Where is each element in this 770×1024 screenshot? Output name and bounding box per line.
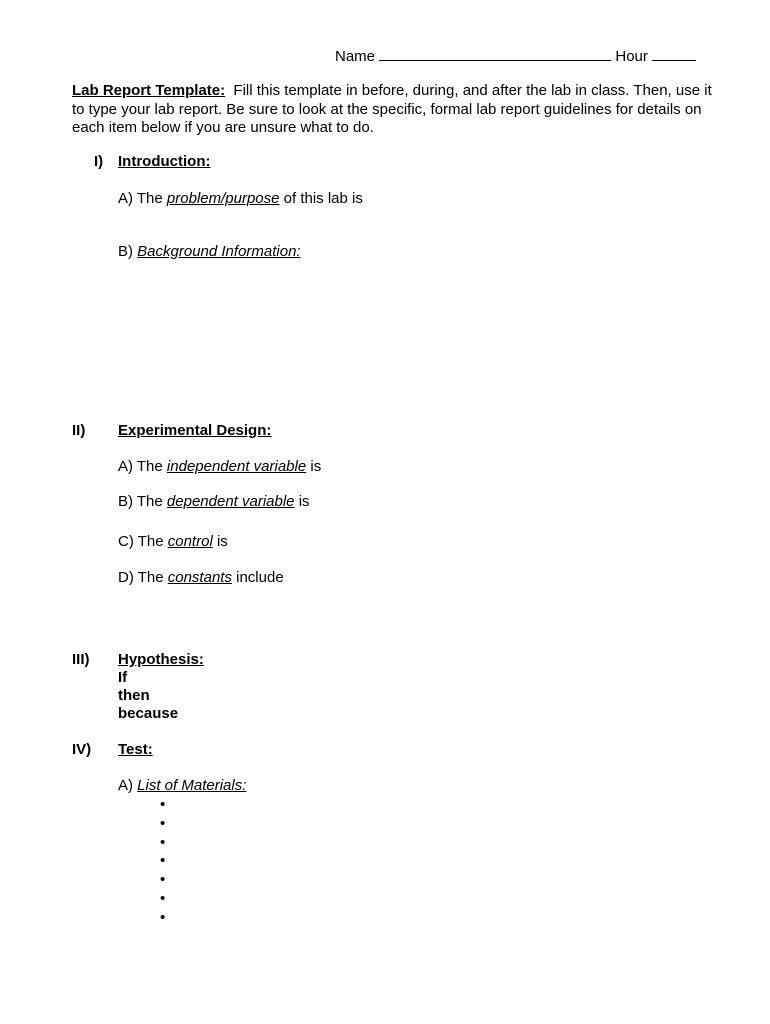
hypothesis-then: then	[118, 687, 150, 704]
materials-bullet[interactable]: •	[160, 796, 166, 813]
name-label: Name	[335, 48, 376, 65]
item-b-prefix: B)	[118, 243, 138, 260]
materials-list	[160, 796, 165, 928]
section-3-numeral: III)	[72, 651, 90, 668]
item-a-prefix: A) The	[118, 190, 167, 207]
section-2-numeral: II)	[72, 422, 86, 439]
hour-label: Hour	[615, 48, 648, 65]
section-4-title: Test:	[118, 741, 153, 758]
item-b-term: Background Information:	[137, 243, 301, 260]
item-b-term: dependent variable	[166, 493, 295, 510]
materials-bullet[interactable]: •	[160, 833, 166, 851]
name-blank[interactable]	[379, 46, 611, 61]
hypothesis-because: because	[118, 705, 179, 722]
item-d-suffix: include	[231, 569, 284, 586]
item-b-prefix: B) The	[118, 493, 167, 510]
section-2-item-b	[118, 493, 310, 510]
intro-text: Fill this template in before, during, and after the lab in class. Then, use it to type your lab report. Be sure to look at the specific, formal lab report guidelines for details on each item below if you are unsure what to do.	[72, 82, 712, 136]
item-a-term: problem/purpose	[166, 190, 280, 207]
item-d-term: constants	[167, 569, 232, 586]
item-c-term: control	[167, 533, 213, 550]
item-a-suffix: of this lab is	[279, 190, 363, 207]
section-1-item-a	[118, 190, 363, 207]
hypothesis-if: If	[118, 669, 128, 686]
materials-bullet[interactable]: •	[160, 814, 166, 832]
section-4-item-a	[118, 777, 246, 794]
item-c-suffix: is	[212, 533, 228, 550]
materials-bullet[interactable]: •	[160, 871, 166, 889]
section-1-title: Introduction:	[118, 153, 211, 170]
section-1-item-b	[118, 243, 301, 260]
hour-blank[interactable]	[652, 46, 696, 61]
section-2-title: Experimental Design:	[118, 422, 272, 439]
section-4-numeral: IV)	[72, 741, 92, 758]
item-a-term: List of Materials:	[137, 777, 247, 794]
section-2-item-c	[118, 533, 228, 550]
section-2-item-a	[118, 458, 321, 475]
materials-bullet[interactable]: •	[160, 908, 166, 926]
item-a-prefix: A)	[118, 777, 138, 794]
materials-bullet[interactable]: •	[160, 852, 166, 870]
intro-paragraph	[72, 82, 712, 138]
section-2-item-d	[118, 569, 284, 586]
item-c-prefix: C) The	[118, 533, 168, 550]
item-a-term: independent variable	[166, 458, 307, 475]
item-d-prefix: D) The	[118, 569, 168, 586]
name-hour-line	[335, 46, 696, 65]
materials-bullet[interactable]: •	[160, 889, 166, 907]
section-3-title: Hypothesis:	[118, 651, 204, 668]
item-a-suffix: is	[306, 458, 322, 475]
item-b-suffix: is	[294, 493, 310, 510]
template-title: Lab Report Template:	[72, 82, 226, 99]
item-a-prefix: A) The	[118, 458, 167, 475]
section-1-numeral: I)	[94, 153, 104, 170]
